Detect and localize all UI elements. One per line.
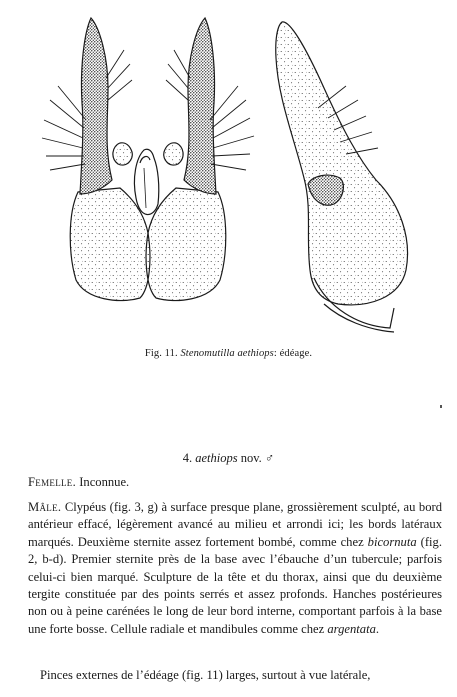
male-symbol-icon: ♂ <box>264 451 275 465</box>
femelle-label: Femelle. <box>28 475 77 489</box>
male-paragraph <box>28 499 442 638</box>
figure-caption <box>0 348 457 359</box>
section-heading <box>0 451 457 466</box>
section-name: aethiops <box>195 451 238 465</box>
lateral-view-drawing <box>276 22 408 332</box>
genitalia-figure <box>28 8 428 340</box>
print-speck <box>440 405 442 408</box>
male-text-3: . <box>375 621 380 636</box>
caption-suffix: : édéage. <box>273 348 313 359</box>
male-text-1: Clypéus (fig. 3, g) à surface presque plane, grossièrement sculpté, au bord antérieur effacé, légèrement avancé au milieu et arrondi ici; les bords latéraux marqués. Deuxième sternite assez fortement bombé, comme chez <box>28 500 442 549</box>
male-label: Mâle. <box>28 500 62 514</box>
femelle-text: Inconnue. <box>79 475 130 489</box>
femelle-paragraph <box>28 474 442 491</box>
caption-prefix: Fig. 11. <box>144 348 178 359</box>
caption-species: Stenomutilla aethiops <box>180 348 274 359</box>
section-number: 4. <box>182 451 193 465</box>
male-italic-2: argentata <box>327 621 376 636</box>
male-text-2: (fig. 2, b-d). Premier sternite près de la base avec l’ébauche d’un tubercule; parfois celui-ci bien marqué. Sculpture de la tête et du thorax, ainsi que du deuxième tergite constituée par des points serrés et assez profonds. Hanches postérieures non ou à peine carénées le long de leur bord interne, comportant parfois à la base une forte bosse. Cellule radiale et mandibules comme chez <box>28 534 442 636</box>
male-italic-1: bicornuta <box>367 534 417 549</box>
section-status: nov. <box>240 451 262 465</box>
pinces-text: Pinces externes de l’édéage (fig. 11) larges, surtout à vue latérale, <box>40 668 371 682</box>
pinces-paragraph <box>28 667 442 684</box>
dorsal-view-drawing <box>42 18 254 301</box>
